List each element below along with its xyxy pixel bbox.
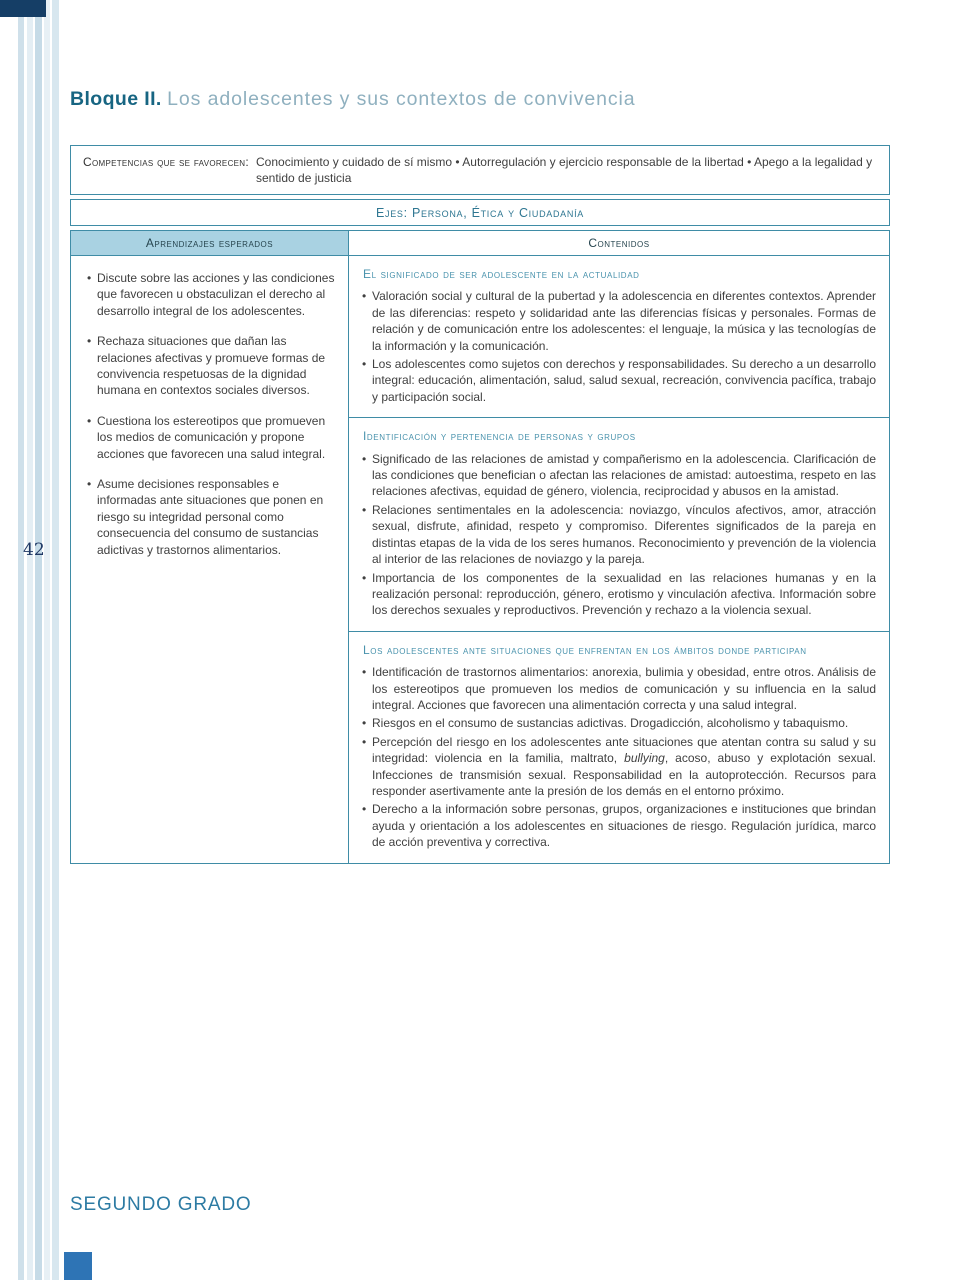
- section-heading: Los adolescentes ante situaciones que enfrentan en los ámbitos donde participan: [363, 642, 807, 657]
- list-item: • Rechaza situaciones que dañan las relaciones afectivas y promueve formas de convivencia respetuosas de la dignidad humana en contextos sociales diversos.: [87, 333, 335, 399]
- list-item: • Valoración social y cultural de la pubertad y la adolescencia en diferentes contextos. Aprender de las diferencias: respeto y solidaridad ante las diferencias físicas y personales. Formas de relación y de comunicación entre los adolescentes: el lenguaje, la música y las tecnologías de la información y la comunicación.: [362, 288, 876, 354]
- bottom-left-square: [64, 1252, 92, 1280]
- list-item: • Importancia de los componentes de la sexualidad en las relaciones humanas y en la realización personal: reproducción, género, erotismo y vinculación afectiva. Información sobre los derechos sexuales y reproductivos. Prevención y rechazo a la violencia sexual.: [362, 570, 876, 619]
- bullet-text: , acoso, abuso y explotación sexual. Infecciones de transmisión sexual. Responsabilidad en la autoprotección. Recursos para responder asertivamente ante la presión de los demás en el entorno próximo.: [372, 751, 876, 798]
- contenidos-section: [349, 632, 889, 863]
- list-item: • Discute sobre las acciones y las condiciones que favorecen u obstaculizan el derecho al desarrollo integral de los adolescentes.: [87, 270, 335, 319]
- contenidos-list: [362, 664, 876, 850]
- list-item: • Cuestiona los estereotipos que promueven los medios de comunicación y propone acciones que favorecen una salud integral.: [87, 413, 335, 462]
- margin-stripe: [27, 0, 33, 1280]
- contenidos-cell: [349, 256, 889, 863]
- grade-footer: SEGUNDO GRADO: [70, 1194, 252, 1215]
- block-name: Los adolescentes y sus contextos de convivencia: [167, 88, 636, 110]
- margin-stripe: [44, 0, 50, 1280]
- list-item: • Identificación de trastornos alimentarios: anorexia, bulimia y obesidad, entre otros. Análisis de los estereotipos que promueven los medios de comunicación y su influencia en la salud integral. Acciones que favorecen una alimentación correcta y una salud integral.: [362, 664, 876, 713]
- document-content: [70, 88, 890, 864]
- top-left-corner-block: [0, 0, 46, 17]
- margin-stripe: [52, 0, 59, 1280]
- left-margin-stripes: [0, 0, 62, 1280]
- contenidos-section: [349, 418, 889, 631]
- bullet-italic-term: bullying: [624, 751, 665, 766]
- aprendizajes-cell: [71, 256, 349, 863]
- list-item: • Significado de las relaciones de amistad y compañerismo en la adolescencia. Clarificación de las condiciones que benefician o afectan las relaciones de amistad: autoestima, respeto en las relaciones afectivas, equidad de género, violencia, reciprocidad y abusos en la amistad.: [362, 451, 876, 500]
- curriculum-table: [70, 230, 890, 864]
- block-label: Bloque II.: [70, 88, 162, 110]
- list-item: • Derecho a la información sobre personas, grupos, organizaciones e instituciones que brindan ayuda y orientación a los adolescentes en situaciones de riesgo. Regulación jurídica, marco de acción preventiva y correctiva.: [362, 801, 876, 850]
- competencias-row: [70, 145, 890, 195]
- list-item: • Los adolescentes como sujetos con derechos y responsabilidades. Su derecho a un desarrollo integral: educación, alimentación, salud, salud sexual, recreación, convivencia pacífica, trabajo y participación social.: [362, 356, 876, 405]
- list-item: [362, 734, 876, 800]
- bullet-text: Percepción del riesgo en los adolescentes ante situaciones que atentan contra su salud y su integridad: violencia en la familia, maltrato,: [372, 734, 876, 766]
- margin-stripe: [35, 0, 42, 1280]
- contenidos-list: [362, 451, 876, 619]
- section-heading: Identificación y pertenencia de personas y grupos: [363, 429, 636, 444]
- contenidos-section: [349, 256, 889, 418]
- page-title: [70, 88, 890, 111]
- page-number: 42: [23, 540, 45, 560]
- competencias-label: Competencias que se favorecen:: [83, 155, 249, 169]
- section-heading: El significado de ser adolescente en la actualidad: [363, 267, 640, 281]
- margin-stripe: [18, 0, 24, 1280]
- competencias-text: Conocimiento y cuidado de sí mismo • Autorregulación y ejercicio responsable de la libertad • Apego a la legalidad y sentido de justicia: [256, 155, 873, 185]
- list-item: • Asume decisiones responsables e informadas ante situaciones que ponen en riesgo su integridad personal como consecuencia del consumo de sustancias adictivas y trastornos alimentarios.: [87, 476, 335, 558]
- column-header-contenidos: Contenidos: [349, 231, 889, 256]
- ejes-row: Ejes: Persona, Ética y Ciudadanía: [70, 199, 890, 226]
- aprendizajes-list: [87, 270, 335, 558]
- contenidos-list: [362, 288, 876, 405]
- list-item: • Riesgos en el consumo de sustancias adictivas. Drogadicción, alcoholismo y tabaquismo.: [362, 715, 876, 731]
- column-header-aprendizajes: Aprendizajes esperados: [71, 231, 349, 256]
- list-item: • Relaciones sentimentales en la adolescencia: noviazgo, vínculos afectivos, amor, atracción sexual, disfrute, afinidad, respeto y compromiso. Diferentes significados de la pareja en distintas etapas de la vida de los seres humanos. Reconocimiento y prevención de la violencia al interior de las relaciones de noviazgo y la pareja.: [362, 502, 876, 568]
